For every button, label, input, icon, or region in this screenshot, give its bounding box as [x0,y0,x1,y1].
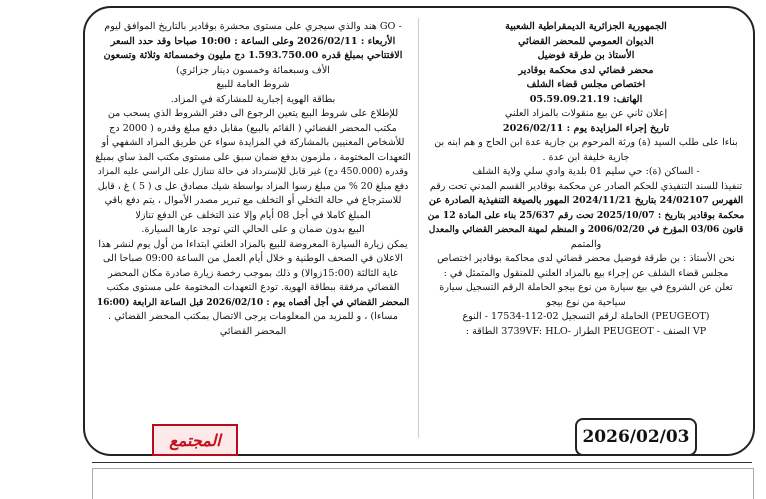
notice-line: VP الصنف - PEUGEOT الطراز -3739VF: HLO الطاقة : [465,325,707,337]
notice-line: الاعلان في الصحف الوطنية و خلال أيام العمل من الساعة 09:00 صباحا الى [103,253,403,264]
notice-line: تاريخ إجراء المزايدة يوم : 2026/02/11 [502,122,670,134]
notice-line: شروط العامة للبيع [216,79,290,90]
notice-line: إعلان ثاني عن بيع منقولات بالمزاد العلني [504,108,668,119]
notice-line: (PEUGEOT) الحاملة لرقم التسجيل 02-112-17534 - النوع [462,311,710,322]
right-column [427,20,745,339]
notice-line: مجلس قضاء الشلف عن إجراء بيع بالمزاد العلني للمنقول والمتمثل في : [443,267,729,279]
notice-line: - الساكن (ة): حي سليم 01 بلدية وادي سلي ولاية الشلف [472,166,700,177]
notice-line: الفهرس 24/02107 بتاريخ 2024/11/21 المهور بالصيغة التنفيذية الصادرة عن [428,195,744,206]
notice-line: بطاقة الهوية إجبارية للمشاركة في المزاد. [170,93,336,105]
notice-line: محكمة بوقادير بتاريخ : 2025/10/07 تحت رقم 25/637 بناء على المادة 12 من [427,209,745,221]
notice-line: المحضر القضائي [219,325,287,337]
notice-line: اختصاص مجلس قضاء الشلف [526,79,646,90]
notice-line: بناءا على طلب السيد (ة) ورثة المرحوم بن جازية عدة ابن الحاج و هم ابنه بن [434,137,738,148]
notice-frame [83,6,755,456]
notice-line: الافتتاحي بمبلغ قدره 1.593.750.00 دج مليون وخمسمائة وثلاثة وتسعون [103,50,403,61]
notice-line: الأستاذ بن طرقة فوضيل [537,50,635,61]
notice-line: - GO هند والذي سيجري على مستوى محشرة بوقادير بالتاريخ الموافق ليوم [104,21,402,32]
notice-line: مكتب المحضر القضائي ( القائم بالبيع) مقابل دفع مبلغ وقدره ( 2000 دج [109,122,397,134]
notice-line: غاية الثالثة (15:00زوالا) و ذلك بموجب رخصة زيارة صادرة مكان المحضر [108,267,398,279]
notice-line: الديوان العمومي للمحضر القضائي [518,35,654,47]
notice-line: المحضر القضائي في أجل أقصاه يوم : 2026/02/10 قبل الساعة الرابعة (16:00 [96,297,410,308]
notice-line: للإطلاع على شروط البيع يتعين الرجوع الى دفتر الشروط الذي يسحب من [107,108,399,119]
next-section-border [92,468,754,499]
notice-line: نحن الأستاذ : بن طرقة فوضيل محضر قضائي لدى محاكمة بوقادير اختصاص [437,253,735,264]
notice-line: محضر قضائي لدى محكمة بوقادير [518,64,654,76]
notice-line: والمتمم [570,238,602,250]
notice-line: سياحية من نوع بيجو [546,296,626,308]
footer-rule [92,462,752,463]
notice-line: الأف وسبعمائة وخمسون دينار جزائري) [176,64,330,76]
column-divider [418,18,419,438]
notice-line: مساءا) ، و للمزيد من المعلومات يرجى الاتصال بمكتب المحضر القضائي . [108,311,398,322]
notice-line: دفع مبلغ 20 % من مبلغ رسوا المزاد بواسطة شيك مصادق عل ى ( 5 ) غ ، قابل [97,180,409,192]
notice-line: الأربعاء : 2026/02/11 وعلى الساعة : 10:00 صباحا وقد حدد السعر [110,35,396,47]
newspaper-logo: المجتمع [152,424,238,456]
notice-line: القضائي مرفقة ببطاقة الهوية. تودع التعهدات المختومة على مستوى مكتب [106,282,400,293]
notice-line: البيع بدون ضمان و على الحالي التي توجد عارها السيارة. [141,224,365,235]
notice-line: الهاتف: 05.59.09.21.19 [529,93,643,105]
notice-line: المبلغ كاملا في أجل 08 أيام وإلا عند التخلف عن الدفع تنازلا [135,209,371,221]
notice-line: تعلن عن الشروع في بيع سيارة من نوع بيجو الحاملة الرقم التسجيل سيارة [439,282,733,293]
notice-line: تنفيذا للسند التنفيذي للحكم الصادر عن محكمة بوقادير القسم المدني تحت رقم [429,180,743,192]
notice-line: قانون 03/06 المؤرخ في 2006/02/20 و المنظم لمهنة المحضر القضائي والمعدل [428,225,744,235]
notice-line: للأشخاص المعنيين بالمشاركة في المزايدة سواء عن طريق المزاد الشفهي أو [101,137,405,148]
notice-line: للاسترجاع في حالة التخلي أو التخلف مع تبرير مصدر الأموال ، يتم دفع باقي [104,195,402,206]
notice-line: يمكن زيارة السيارة المعروضة للبيع بالمزاد العلني ابتداءا من أول يوم لنشر هذا [98,238,408,250]
notice-line: التعهدات المختومة ، ملزمون بدفع ضمان سبق على مستوى مكتب المذ ساي بمبلغ [95,151,411,163]
notice-line: وقدره (450.000 دج) غير قابل للإسترداد في حالة تتنازل على الراسي عليه المزاد [97,166,409,177]
notice-line: الجمهورية الجزائرية الديمقراطية الشعبية [505,21,667,32]
publication-date: 2026/02/03 [575,418,697,456]
notice-line: جازية خليفة ابن عدة . [542,151,630,163]
left-column [95,20,411,339]
